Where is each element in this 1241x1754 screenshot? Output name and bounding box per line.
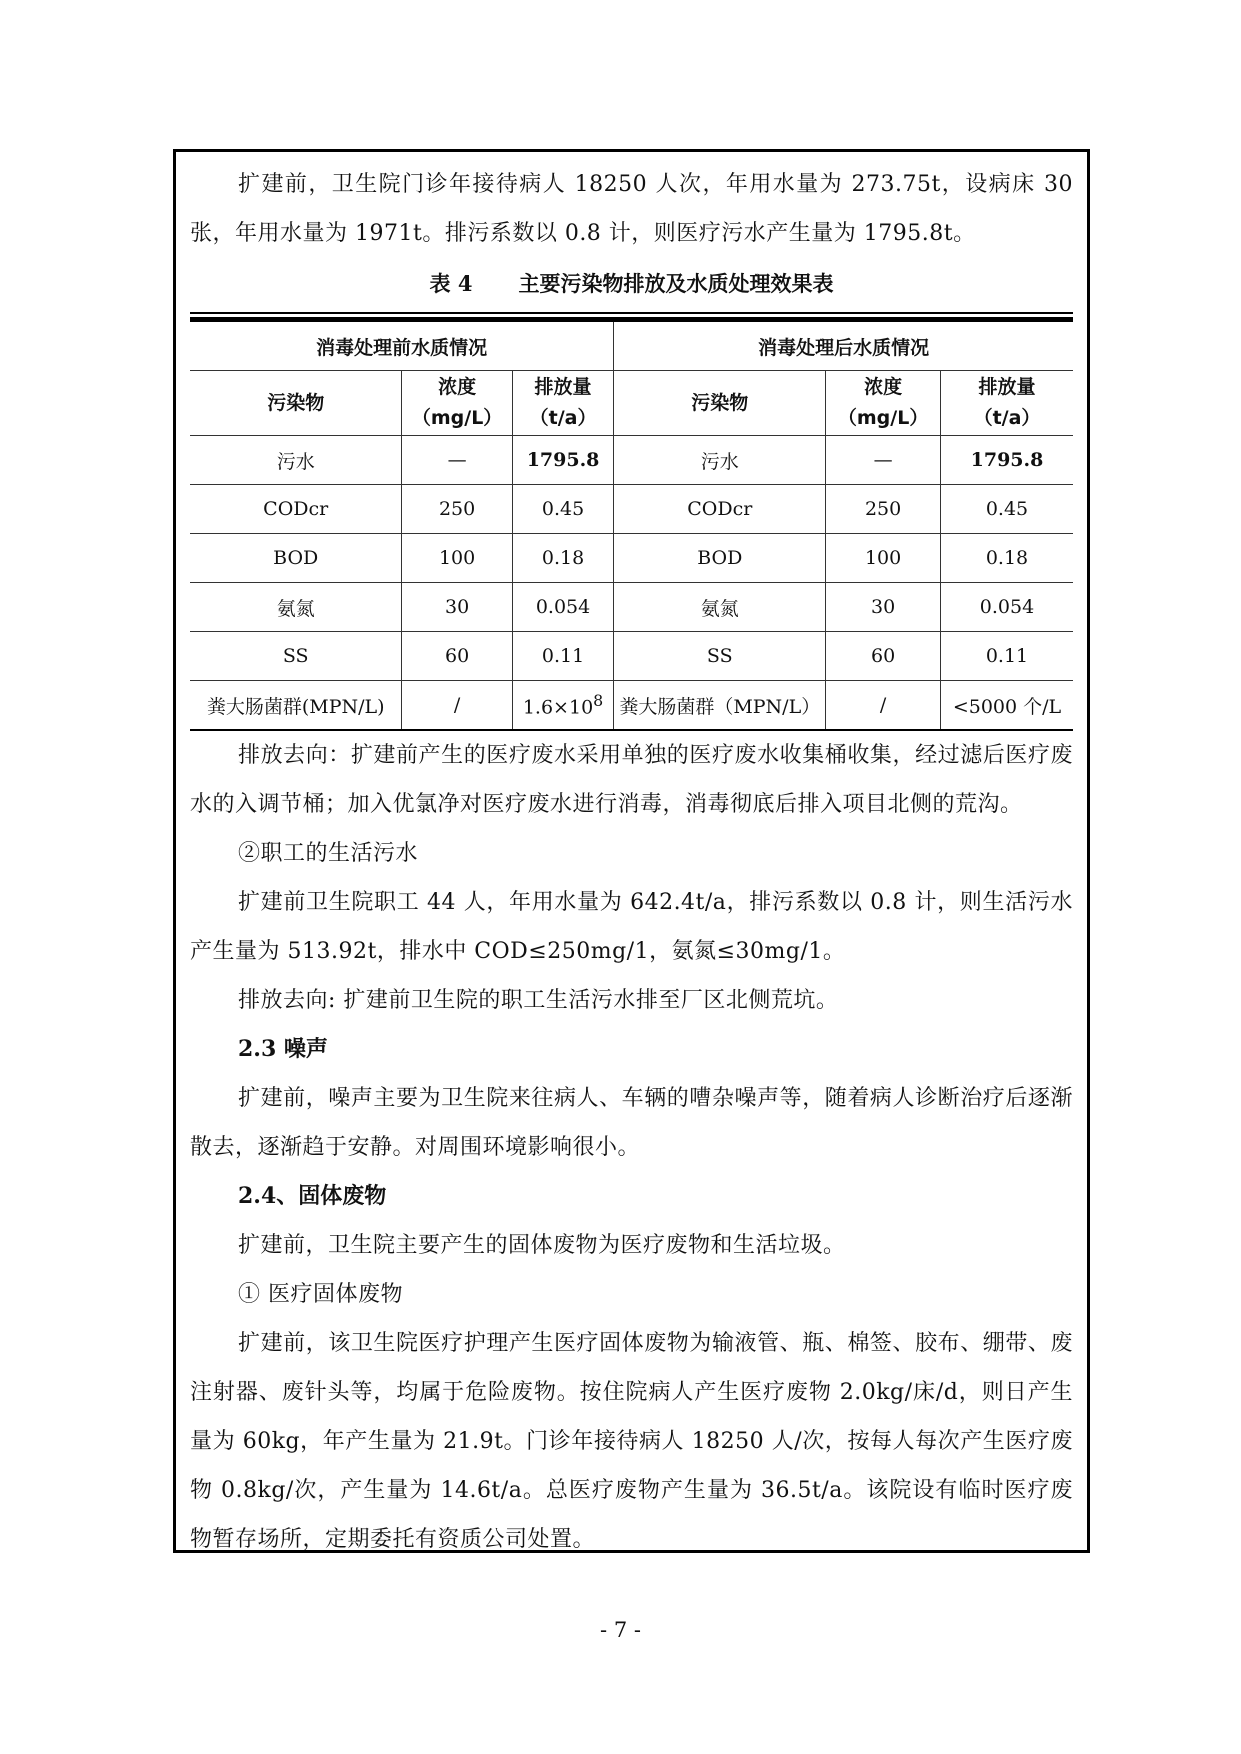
page-number: - 7 -: [600, 1618, 641, 1642]
cell-pollutant: 氨氮: [190, 583, 402, 632]
cell-emission-after: 0.18: [941, 534, 1074, 583]
table-caption-title: 主要污染物排放及水质处理效果表: [518, 271, 834, 296]
col-header-pollutant: 污染物: [190, 371, 402, 436]
paragraph-staff-water: 扩建前卫生院职工 44 人，年用水量为 642.4t/a，排污系数以 0.8 计，则生活污水产生量为 513.92t，排水中 COD≤250mg/1，氨氮≤30mg/1。: [190, 890, 1073, 964]
cell-emission: 0.11: [512, 632, 614, 681]
cell-concentration: 30: [402, 583, 512, 632]
cell-emission: [512, 681, 614, 731]
cell-emission-base: 1.6×10: [522, 696, 594, 719]
cell-concentration-after: 250: [826, 485, 941, 534]
col-header-conc-line1: 浓度: [438, 376, 477, 398]
cell-concentration-after: —: [826, 436, 941, 485]
paragraph-outpatient-water: 扩建前，卫生院门诊年接待病人 18250 人次，年用水量为 273.75t，设病床 30 张，年用水量为 1971t。排污系数以 0.8 计，则医疗污水产生量为 1795.8t。: [190, 172, 1073, 246]
cell-pollutant-after: 氨氮: [614, 583, 826, 632]
cell-pollutant-after: CODcr: [614, 485, 826, 534]
cell-concentration: —: [402, 436, 512, 485]
table-row: [190, 485, 1073, 534]
cell-emission-after: 0.054: [941, 583, 1074, 632]
cell-pollutant-after: SS: [614, 632, 826, 681]
cell-emission-after: 0.11: [941, 632, 1074, 681]
col-header-emission: [512, 371, 614, 436]
subheading-medical-waste: ① 医疗固体废物: [238, 1282, 403, 1307]
col-header-emission-after: [941, 371, 1074, 436]
cell-concentration: 60: [402, 632, 512, 681]
subheading-staff-sewage: ②职工的生活污水: [238, 841, 419, 866]
cell-emission: 0.054: [512, 583, 614, 632]
cell-pollutant: 粪大肠菌群(MPN/L): [190, 681, 402, 731]
table-row: [190, 681, 1073, 731]
section-heading-noise: 2.3 噪声: [238, 1036, 328, 1062]
content-frame: [173, 149, 1090, 1553]
col-header-emission-after-line2: （t/a）: [973, 407, 1041, 429]
col-header-emission-line1: 排放量: [534, 376, 592, 398]
cell-pollutant: BOD: [190, 534, 402, 583]
cell-pollutant-after: 粪大肠菌群（MPN/L）: [614, 681, 826, 731]
cell-concentration-after: 100: [826, 534, 941, 583]
cell-emission: 0.45: [512, 485, 614, 534]
col-header-emission-line2: （t/a）: [529, 407, 597, 429]
col-header-concentration-after: [826, 371, 941, 436]
cell-concentration-after: /: [826, 681, 941, 731]
content-body: [190, 160, 1073, 1564]
cell-emission-after: <5000 个/L: [941, 681, 1074, 731]
table-row: [190, 534, 1073, 583]
paragraph-noise: 扩建前，噪声主要为卫生院来往病人、车辆的嘈杂噪声等，随着病人诊断治疗后逐渐散去，逐渐趋于安静。对周围环境影响很小。: [190, 1086, 1073, 1160]
col-header-pollutant-after: 污染物: [614, 371, 826, 436]
col-header-emission-after-line1: 排放量: [978, 376, 1036, 398]
table-row: [190, 436, 1073, 485]
table-caption: [190, 264, 1073, 304]
section-heading-solid-waste: 2.4、固体废物: [238, 1183, 387, 1209]
group-header-after: 消毒处理后水质情况: [614, 320, 1073, 371]
cell-pollutant: 污水: [190, 436, 402, 485]
col-header-conc-after-line2: （mg/L）: [837, 407, 929, 429]
col-header-conc-after-line1: 浓度: [864, 376, 903, 398]
table-row: [190, 632, 1073, 681]
table-caption-label: 表 4: [429, 271, 473, 296]
cell-pollutant-after: 污水: [614, 436, 826, 485]
paragraph-discharge-staff: 排放去向: 扩建前卫生院的职工生活污水排至厂区北侧荒坑。: [238, 988, 839, 1013]
cell-concentration-after: 30: [826, 583, 941, 632]
cell-concentration-after: 60: [826, 632, 941, 681]
paragraph-medical-waste: 扩建前，该卫生院医疗护理产生医疗固体废物为输液管、瓶、棉签、胶布、绷带、废注射器、废针头等，均属于危险废物。按住院病人产生医疗废物 2.0kg/床/d，则日产生量为 60kg，年产生量为 21.9t。门诊年接待病人 18250 人/次，按每人每次产生医疗废物 0.8kg/次，产生量为 14.6t/a。总医疗废物产生量为 36.5t/a。该院设有临时医疗废物暂存场所，定期委托有资质公司处置。: [190, 1331, 1073, 1552]
pollutant-table: [190, 317, 1073, 731]
table-top-rule: [190, 312, 1073, 731]
cell-emission-exponent: 8: [593, 691, 604, 711]
table-row: [190, 583, 1073, 632]
col-header-conc-line2: （mg/L）: [411, 407, 503, 429]
cell-pollutant: SS: [190, 632, 402, 681]
group-header-before: 消毒处理前水质情况: [190, 320, 614, 371]
cell-concentration: 100: [402, 534, 512, 583]
cell-pollutant: CODcr: [190, 485, 402, 534]
col-header-concentration: [402, 371, 512, 436]
cell-pollutant-after: BOD: [614, 534, 826, 583]
cell-concentration: /: [402, 681, 512, 731]
cell-emission: 1795.8: [512, 436, 614, 485]
cell-emission-after: 0.45: [941, 485, 1074, 534]
paragraph-discharge-medical: 排放去向：扩建前产生的医疗废水采用单独的医疗废水收集桶收集，经过滤后医疗废水的入调节桶；加入优氯净对医疗废水进行消毒，消毒彻底后排入项目北侧的荒沟。: [190, 743, 1073, 817]
cell-emission-after: 1795.8: [941, 436, 1074, 485]
cell-emission: 0.18: [512, 534, 614, 583]
cell-concentration: 250: [402, 485, 512, 534]
paragraph-solid-waste: 扩建前，卫生院主要产生的固体废物为医疗废物和生活垃圾。: [238, 1233, 846, 1258]
